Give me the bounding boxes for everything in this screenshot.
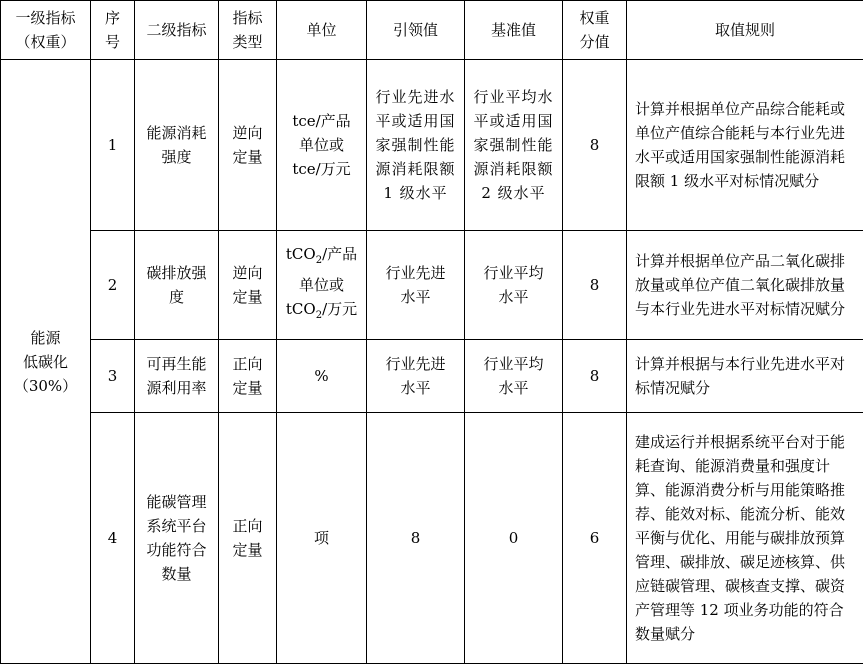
header-level1: 一级指标 （权重） (1, 1, 91, 60)
row-unit (277, 231, 367, 340)
row-no: 2 (91, 231, 135, 340)
row-lead-value: 行业先进 水平 (367, 340, 465, 413)
unit-part: tCO (285, 245, 316, 263)
row-base-value: 行业平均 水平 (465, 340, 563, 413)
row-no: 4 (91, 413, 135, 664)
row-no: 3 (91, 340, 135, 413)
row-rule: 计算并根据单位产品二氧化碳排放量或单位产值二氧化碳排放量与本行业先进水平对标情况赋分 (627, 231, 863, 340)
row-indicator: 可再生能 源利用率 (135, 340, 219, 413)
table-row (1, 340, 863, 413)
header-type: 指标 类型 (219, 1, 277, 60)
row-rule: 计算并根据单位产品综合能耗或单位产值综合能耗与本行业先进水平或适用国家强制性能源消耗限额 1 级水平对标情况赋分 (627, 60, 863, 231)
header-weight: 权重 分值 (563, 1, 627, 60)
unit-part: /产品单位或 (298, 245, 358, 294)
row-rule: 建成运行并根据系统平台对于能耗查询、能源消费量和强度计算、能源消费分析与用能策略推荐、能效对标、能流分析、能效平衡与优化、用能与碳排放预算管理、碳排放、碳足迹核算、供应链碳管理、碳核查支撑、碳资产管理等 12 项业务功能的符合数量赋分 (627, 413, 863, 664)
row-lead-value: 行业先进 水平 (367, 231, 465, 340)
unit-subscript: 2 (315, 255, 323, 266)
row-rule: 计算并根据与本行业先进水平对标情况赋分 (627, 340, 863, 413)
header-base-value: 基准值 (465, 1, 563, 60)
row-no: 1 (91, 60, 135, 231)
row-unit: 项 (277, 413, 367, 664)
row-weight: 8 (563, 231, 627, 340)
row-type: 逆向 定量 (219, 231, 277, 340)
row-type: 逆向 定量 (219, 60, 277, 231)
header-rule: 取值规则 (627, 1, 863, 60)
row-base-value: 0 (465, 413, 563, 664)
row-indicator: 能碳管理 系统平台 功能符合 数量 (135, 413, 219, 664)
unit-subscript: 2 (315, 310, 323, 321)
category-cell: 能源 低碳化 （30%） (1, 60, 91, 664)
unit-part: tCO (285, 300, 316, 318)
row-lead-value: 行业先进水平或适用国家强制性能源消耗限额 1 级水平 (367, 60, 465, 231)
unit-part: /万元 (322, 300, 358, 318)
row-indicator: 能源消耗 强度 (135, 60, 219, 231)
table-row (1, 60, 863, 231)
table-row (1, 231, 863, 340)
row-type: 正向 定量 (219, 340, 277, 413)
row-type: 正向 定量 (219, 413, 277, 664)
row-unit: % (277, 340, 367, 413)
row-indicator: 碳排放强 度 (135, 231, 219, 340)
row-weight: 8 (563, 60, 627, 231)
header-row (1, 1, 863, 60)
row-unit: tce/产品 单位或 tce/万元 (277, 60, 367, 231)
row-weight: 6 (563, 413, 627, 664)
row-lead-value: 8 (367, 413, 465, 664)
header-lead-value: 引领值 (367, 1, 465, 60)
row-weight: 8 (563, 340, 627, 413)
header-level2: 二级指标 (135, 1, 219, 60)
header-unit: 单位 (277, 1, 367, 60)
row-base-value: 行业平均 水平 (465, 231, 563, 340)
row-base-value: 行业平均水平或适用国家强制性能源消耗限额2 级水平 (465, 60, 563, 231)
header-no: 序 号 (91, 1, 135, 60)
table-row (1, 413, 863, 664)
